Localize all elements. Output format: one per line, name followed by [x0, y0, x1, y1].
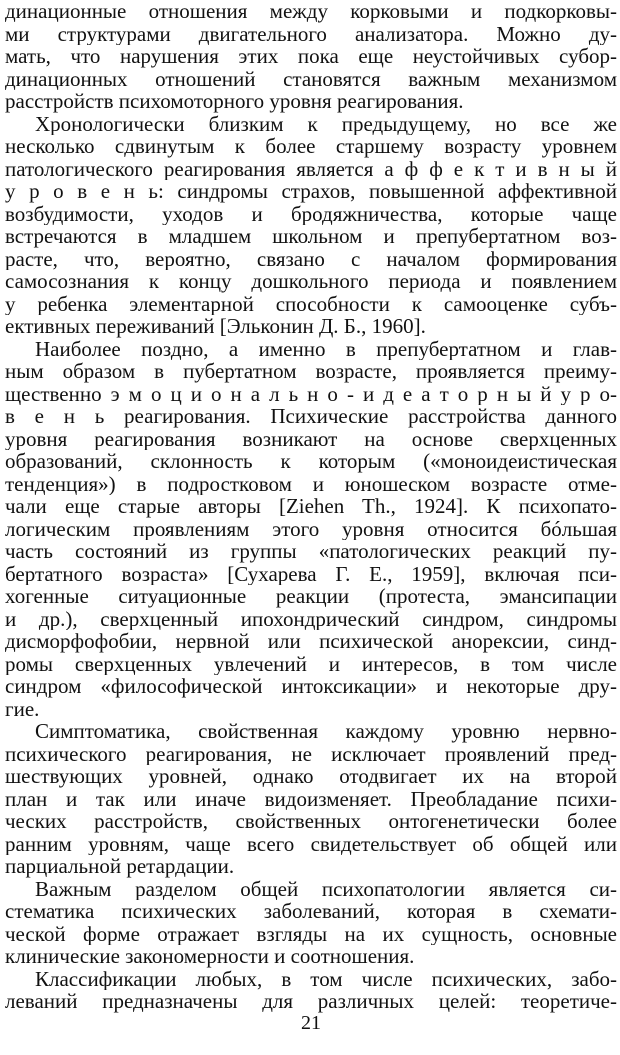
text-line: патологического реагирования является а ф ф е к т и в н ы й — [5, 157, 617, 180]
text-line: клинические закономерности и соотношения. — [5, 945, 415, 968]
text-line: ромы сверхценных увлечений и интересов, в том числе — [5, 652, 617, 675]
text-line: уровня реагирования возникают на основе сверхценных — [5, 427, 617, 450]
text-line: встречаются в младшем школьном и препубертатном воз- — [5, 225, 617, 248]
text-line: ранним уровням, чаще всего свидетельствует об общей или — [5, 832, 617, 855]
text-line: ческих расстройств, свойственных онтогенетически более — [5, 810, 617, 833]
text-line: синдром «философической интоксикации» и некоторые дру- — [5, 675, 617, 698]
text-line: самосознания к концу дошкольного периода и появлением — [5, 270, 617, 293]
text-line: расстройств психомоторного уровня реагирования. — [5, 90, 464, 113]
text-line: ческой форме отражает взгляды на их сущность, основные — [5, 922, 617, 945]
text-line: у р о в е н ь: синдромы страхов, повышенной аффективной — [5, 180, 617, 203]
text-line: чали еще старые авторы [Ziehen Th., 1924]. К психопато- — [5, 495, 617, 518]
text-line: динационные отношения между корковыми и подкорковы- — [5, 0, 617, 23]
text-line: несколько сдвинутым к более старшему возрасту уровнем — [5, 135, 617, 158]
text-line: расте, что, вероятно, связано с началом формирования — [5, 247, 617, 270]
text-line: мать, что нарушения этих пока еще неустойчивых субор- — [5, 45, 617, 68]
text-line: и др.), сверхценный ипохондрический синдром, синдромы — [5, 607, 617, 630]
text-line: возбудимости, уходов и бродяжничества, которые чаще — [5, 202, 617, 225]
text-line: гие. — [5, 697, 40, 720]
text-line: Наиболее поздно, а именно в препубертатном и глав- — [35, 337, 617, 360]
text-line: ми структурами двигательного анализатора. Можно ду- — [5, 22, 617, 45]
text-line: образований, склонность к которым («моноидеистическая — [5, 450, 617, 473]
text-line: дисморфофобии, нервной или психической анорексии, синд- — [5, 630, 617, 653]
text-line: бертатного возраста» [Сухарева Г. Е., 1959], включая пси- — [5, 562, 617, 585]
body-text — [5, 0, 617, 1013]
text-line: ным образом в пубертатном возрасте, проявляется преиму- — [5, 360, 617, 383]
text-line: Важным разделом общей психопатологии является си- — [35, 877, 617, 900]
text-line: парциальной ретардации. — [5, 855, 235, 878]
text-line: Классификации любых, в том числе психических, забо- — [35, 967, 617, 990]
text-line: щественно э м о ц и о н а л ь н о - и д е а т о р н ы й у р о- — [5, 382, 617, 405]
text-line: психического реагирования, не исключает проявлений пред- — [5, 742, 617, 765]
text-line: ективных переживаний [Эльконин Д. Б., 1960]. — [5, 315, 426, 338]
text-line: Хронологически близким к предыдущему, но все же — [35, 112, 617, 135]
text-line: леваний предназначены для различных целей: теоретиче- — [5, 990, 617, 1013]
text-line: хогенные ситуационные реакции (протеста, эмансипации — [5, 585, 617, 608]
text-line: тенденция») в подростковом и юношеском возрасте отме- — [5, 472, 617, 495]
text-line: шествующих уровней, однако отодвигает их на второй — [5, 765, 617, 788]
book-page — [5, 0, 617, 1055]
text-line: динационных отношений становятся важным механизмом — [5, 67, 617, 90]
text-line: стематика психических заболеваний, которая в схемати- — [5, 900, 617, 923]
page-number: 21 — [301, 1012, 321, 1034]
text-line: часть состояний из группы «патологических реакций пу- — [5, 540, 617, 563]
text-line: у ребенка элементарной способности к самооценке субъ- — [5, 292, 617, 315]
text-line: Симптоматика, свойственная каждому уровню нервно- — [35, 720, 617, 743]
text-line: логическим проявлениям этого уровня относится бóльшая — [5, 517, 617, 540]
text-line: в е н ь реагирования. Психические расстройства данного — [5, 405, 617, 428]
text-line: план и так или иначе видоизменяет. Преобладание психи- — [5, 787, 617, 810]
